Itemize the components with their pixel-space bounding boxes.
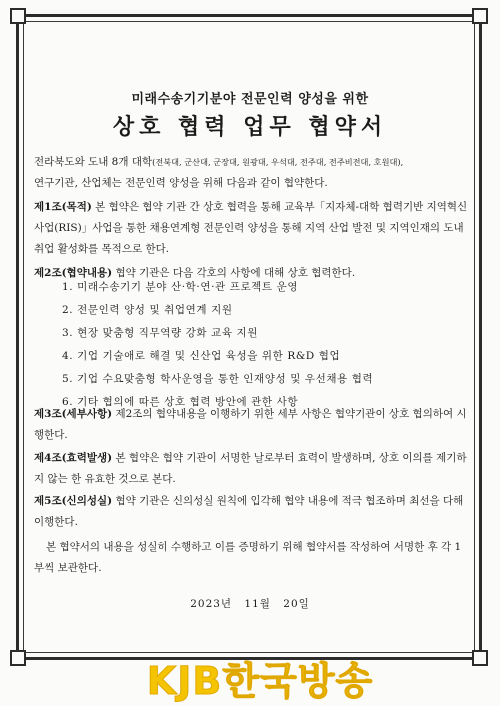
article-text: 협약 기관은 다음 각호의 사항에 대해 상호 협력한다. [112, 267, 356, 279]
date-month: 11월 [244, 598, 271, 610]
article-1 [34, 197, 470, 260]
article-2-list [62, 276, 462, 414]
list-item: 4. 기업 기술애로 해결 및 신산업 육성을 위한 R&D 협업 [62, 350, 341, 362]
list-item: 3. 현장 맞춤형 직무역량 강화 교육 지원 [62, 327, 258, 339]
article-text: 본 협약은 협약 기관 간 상호 협력을 통해 교육부「지자체-대학 협력기반 지역혁신사업(RIS)」사업을 통한 채용연계형 전문인력 양성을 통해 지역 산업 발전 및 지역인재의 도내 취업 활성화를 목적으로 한다. [34, 201, 468, 255]
document-subtitle: 미래수송기기분야 전문인력 양성을 위한 [131, 92, 369, 107]
article-label: 제1조(목적) [34, 201, 92, 213]
closing-paragraph: 본 협약서의 내용을 성실히 수행하고 이를 증명하기 위해 협약서를 작성하여 서명한 후 각 1부씩 보관한다. [34, 541, 462, 574]
intro-tail: 연구기관, 산업체는 전문인력 양성을 위해 다음과 같이 협약한다. [34, 177, 328, 189]
list-item: 1. 미래수송기기 분야 산·학·연·관 프로젝트 운영 [62, 281, 299, 293]
article-label: 제4조(효력발생) [34, 452, 113, 464]
date-day: 20일 [283, 598, 310, 610]
frame-corner-ornament [10, 8, 26, 24]
article-text: 제2조의 협약내용을 이행하기 위한 세부 사항은 협약기관이 상호 협의하여 시행한다. [34, 408, 467, 441]
document-title: 상호 협력 업무 협약서 [112, 115, 388, 140]
article-4 [34, 448, 470, 490]
date-year: 2023년 [190, 598, 233, 610]
list-item: 5. 기업 수요맞춤형 학사운영을 통한 인재양성 및 우선채용 협력 [62, 373, 374, 385]
intro-lead: 전라북도와 도내 8개 대학 [34, 156, 153, 168]
frame-corner-ornament [10, 650, 26, 666]
article-text: 본 협약은 협약 기관이 서명한 날로부터 효력이 발생하며, 상호 이의를 제기하지 않는 한 유효한 것으로 본다. [34, 452, 467, 485]
article-5 [34, 491, 470, 533]
broadcaster-watermark-logo: KJB한국방송 [146, 659, 374, 703]
article-text: 협약 기관은 신의성실 원칙에 입각해 협약 내용에 적극 협조하며 최선을 다해 이행한다. [34, 495, 464, 528]
frame-corner-ornament [472, 8, 488, 24]
intro-paragraph [34, 152, 470, 194]
frame-corner-ornament [472, 650, 488, 666]
list-item: 2. 전문인력 양성 및 취업연계 지원 [62, 304, 233, 316]
article-label: 제5조(신의성실) [34, 495, 113, 507]
signing-date [0, 596, 500, 611]
article-label: 제2조(협약내용) [34, 267, 113, 279]
article-label: 제3조(세부사항) [34, 408, 113, 420]
intro-universities: (전북대, 군산대, 군장대, 원광대, 우석대, 전주대, 전주비전대, 호원대), [152, 157, 404, 167]
article-3 [34, 404, 470, 446]
list-item: 6. 기타 협의에 따른 상호 협력 방안에 관한 사항 [62, 396, 299, 408]
